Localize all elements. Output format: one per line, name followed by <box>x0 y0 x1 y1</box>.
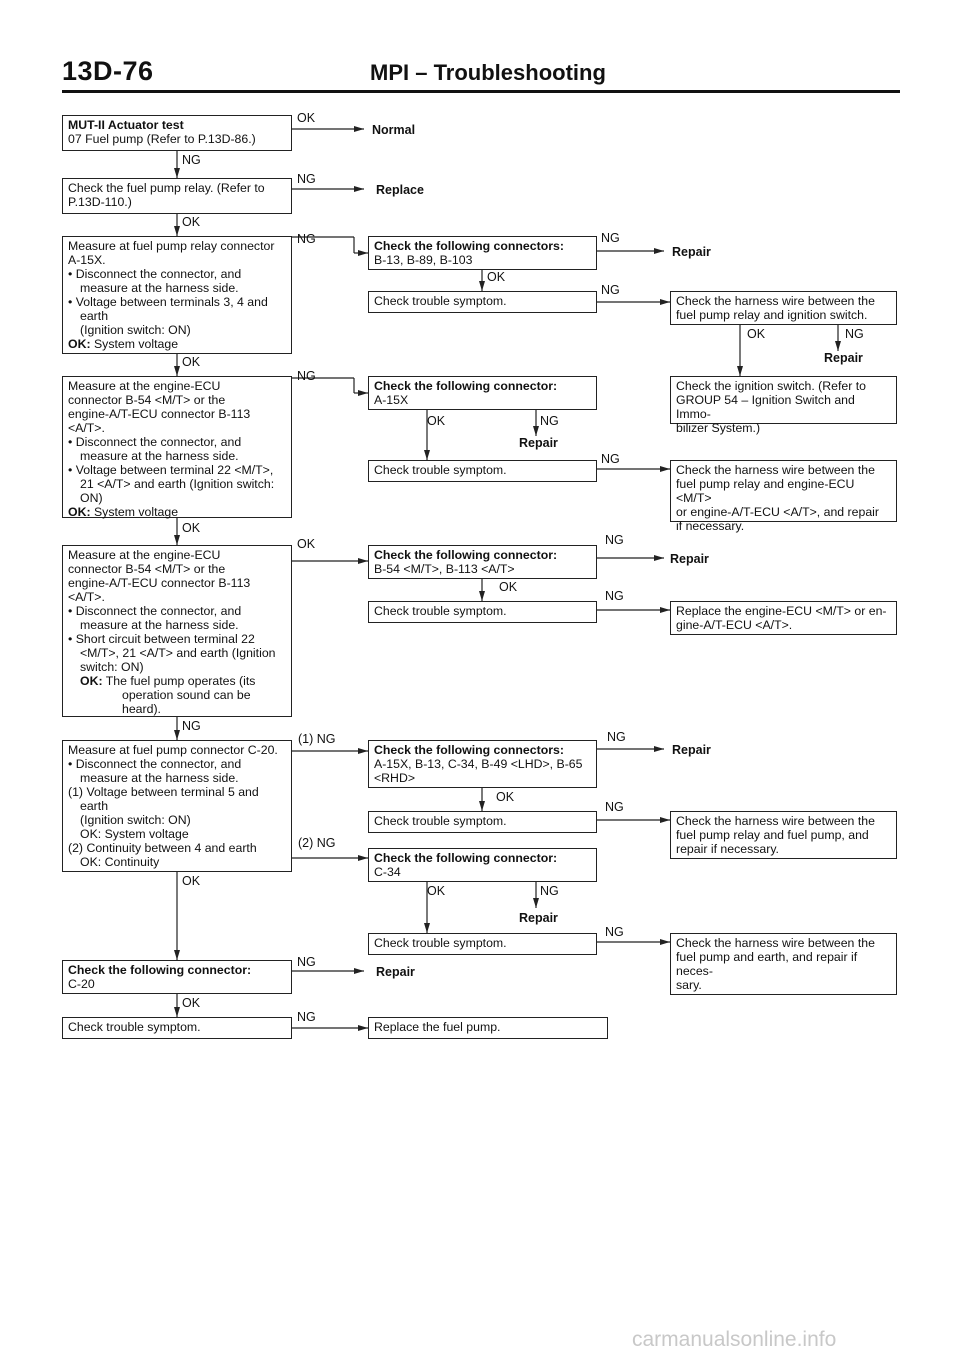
ok-label: OK <box>297 537 316 551</box>
ok-label: OK <box>496 790 515 804</box>
harness-pump-earth-box: Check the harness wire between the fuel pump and earth, and repair if neces- sary. <box>670 933 897 995</box>
ng-label: NG <box>297 955 316 969</box>
final-trouble-symptom-box: Check trouble symptom. <box>62 1017 292 1039</box>
arrow-down-icon <box>424 923 430 933</box>
repair-result: Repair <box>519 436 558 450</box>
trouble-symptom-box-3: Check trouble symptom. <box>368 601 597 623</box>
arrow-right-icon <box>354 186 364 192</box>
fuel-pump-relay-check-box: Check the fuel pump relay. (Refer to P.13D-110.) <box>62 178 292 214</box>
arrow-right-icon <box>660 299 670 305</box>
connector-c20-check-box: Check the following connector: C-20 <box>62 960 292 994</box>
harness-relay-ecu-box: Check the harness wire between the fuel pump relay and engine-ECU <M/T> or engine-A/T-ECU <A/T>, and repair if necessary. <box>670 460 897 522</box>
arrow-down-icon <box>174 950 180 960</box>
arrow-right-icon <box>654 248 664 254</box>
arrow-down-icon <box>533 898 539 908</box>
replace-ecu-box: Replace the engine-ECU <M/T> or en- gine-A/T-ECU <A/T>. <box>670 601 897 635</box>
connectors-a15x-c34-check-box: Check the following connectors: A-15X, B-13, C-34, B-49 <LHD>, B-65 <RHD> <box>368 740 597 788</box>
arrow-right-icon <box>660 939 670 945</box>
ok-label: OK <box>182 355 201 369</box>
ng-label: NG <box>540 414 559 428</box>
ng-label: NG <box>845 327 864 341</box>
arrow-down-icon <box>174 366 180 376</box>
arrow-down-icon <box>174 730 180 740</box>
arrow-down-icon <box>479 591 485 601</box>
trouble-symptom-box-4: Check trouble symptom. <box>368 811 597 833</box>
ng-label: NG <box>605 533 624 547</box>
repair-result: Repair <box>672 743 711 757</box>
arrow-right-icon <box>358 250 368 256</box>
ok-label: OK <box>297 111 316 125</box>
arrow-down-icon <box>737 366 743 376</box>
connector-b54-check-box: Check the following connector: B-54 <M/T>, B-113 <A/T> <box>368 545 597 579</box>
arrow-right-icon <box>660 607 670 613</box>
arrow-down-icon <box>174 1007 180 1017</box>
arrow-right-icon <box>354 126 364 132</box>
connectors-b13-check-box: Check the following connectors: B-13, B-89, B-103 <box>368 236 597 270</box>
arrow-down-icon <box>479 281 485 291</box>
arrow-right-icon <box>358 1025 368 1031</box>
ok-label: OK <box>487 270 506 284</box>
connector-c34-check-box: Check the following connector: C-34 <box>368 848 597 882</box>
ng-label: NG <box>297 172 316 186</box>
ok-label: OK <box>427 884 446 898</box>
arrow-down-icon <box>174 535 180 545</box>
ng-label: NG <box>601 231 620 245</box>
ng-label: NG <box>182 719 201 733</box>
ok-label: OK <box>499 580 518 594</box>
ng-label: NG <box>297 1010 316 1024</box>
fuel-pump-connector-measure-box: Measure at fuel pump connector C-20. • Disconnect the connector, and measure at the harness side. (1) Voltage between terminal 5 and earth (Ignition switch: ON) OK: System voltage (2) Continuity between 4 and earth OK: Continuity <box>62 740 292 872</box>
ng-label: NG <box>601 452 620 466</box>
arrow-right-icon <box>358 558 368 564</box>
ng-label: NG <box>601 283 620 297</box>
watermark: carmanualsonline.info <box>632 1328 837 1351</box>
arrow-down-icon <box>174 226 180 236</box>
ng-label: NG <box>297 232 316 246</box>
arrow-down-icon <box>835 341 841 351</box>
arrow-down-icon <box>424 450 430 460</box>
page-number: 13D-76 <box>62 56 154 86</box>
ok-label: OK <box>182 521 201 535</box>
ng1-label: (1) NG <box>298 732 336 746</box>
arrow-right-icon <box>354 968 364 974</box>
ignition-switch-check-box: Check the ignition switch. (Refer to GROUP 54 – Ignition Switch and Immo- bilizer System.) <box>670 376 897 424</box>
ng-label: NG <box>605 800 624 814</box>
ng-label: NG <box>607 730 626 744</box>
ecu-voltage-measure-box: Measure at the engine-ECU connector B-54 <M/T> or the engine-A/T-ECU connector B-113 <A/T>. • Disconnect the connector, and measure at the harness side. • Voltage between terminal 22 <M/T>, 21 <A/T> and earth (Ignition switch: ON) OK: System voltage <box>62 376 292 518</box>
ok-label: OK <box>747 327 766 341</box>
actuator-test-box: MUT-II Actuator test 07 Fuel pump (Refer to P.13D-86.) <box>62 115 292 151</box>
arrow-right-icon <box>654 555 664 561</box>
page-title: MPI – Troubleshooting <box>370 60 606 85</box>
trouble-symptom-box-5: Check trouble symptom. <box>368 933 597 955</box>
repair-result: Repair <box>824 351 863 365</box>
arrow-right-icon <box>660 817 670 823</box>
arrow-right-icon <box>358 855 368 861</box>
ok-label: OK <box>182 996 201 1010</box>
ecu-short-circuit-measure-box: Measure at the engine-ECU connector B-54 <M/T> or the engine-A/T-ECU connector B-113 <A/T>. • Disconnect the connector, and measure at the harness side. • Short circuit between terminal 22 <M/T>, 21 <A/T> and earth (Ignition switch: ON) OK: The fuel pump operates (its operation sound can be heard). <box>62 545 292 717</box>
trouble-symptom-box-1: Check trouble symptom. <box>368 291 597 313</box>
normal-result: Normal <box>372 123 416 137</box>
replace-result: Replace <box>376 183 424 197</box>
ng-label: NG <box>605 925 624 939</box>
ng-label: NG <box>297 369 316 383</box>
arrow-down-icon <box>533 426 539 436</box>
repair-result: Repair <box>376 965 415 979</box>
arrow-right-icon <box>358 748 368 754</box>
harness-relay-ignition-box: Check the harness wire between the fuel pump relay and ignition switch. <box>670 291 897 325</box>
connector-a15x-check-box: Check the following connector: A-15X <box>368 376 597 410</box>
arrow-down-icon <box>174 168 180 178</box>
trouble-symptom-box-2: Check trouble symptom. <box>368 460 597 482</box>
ng-label: NG <box>182 153 201 167</box>
harness-relay-pump-box: Check the harness wire between the fuel pump relay and fuel pump, and repair if necessary. <box>670 811 897 859</box>
arrow-right-icon <box>660 466 670 472</box>
repair-result: Repair <box>519 911 558 925</box>
replace-fuel-pump-box: Replace the fuel pump. <box>368 1017 608 1039</box>
ng2-label: (2) NG <box>298 836 336 850</box>
ok-label: OK <box>182 215 201 229</box>
arrow-down-icon <box>479 801 485 811</box>
ng-label: NG <box>540 884 559 898</box>
arrow-right-icon <box>358 390 368 396</box>
ok-label: OK <box>427 414 446 428</box>
repair-result: Repair <box>670 552 709 566</box>
ok-label: OK <box>182 874 201 888</box>
ng-label: NG <box>605 589 624 603</box>
repair-result: Repair <box>672 245 711 259</box>
arrow-right-icon <box>654 746 664 752</box>
relay-connector-measure-box: Measure at fuel pump relay connector A-15X. • Disconnect the connector, and measure at the harness side. • Voltage between terminals 3, 4 and earth (Ignition switch: ON) OK: System voltage <box>62 236 292 354</box>
